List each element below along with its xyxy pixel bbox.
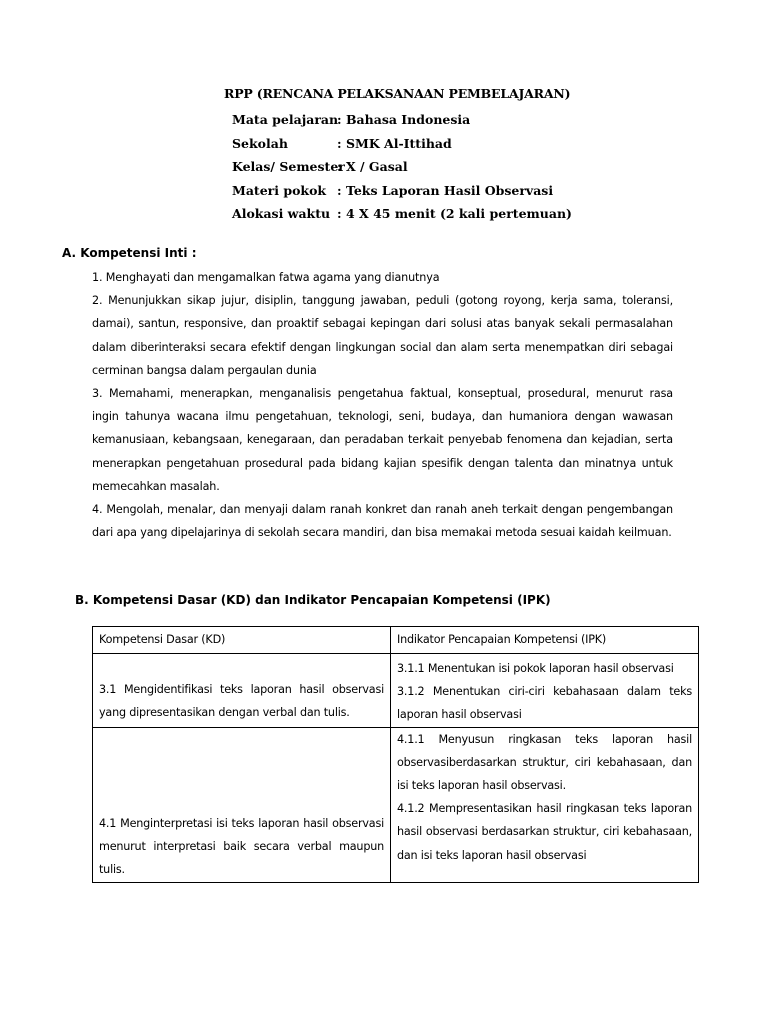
- table-row: [93, 727, 699, 882]
- meta-row-subject: [232, 108, 572, 132]
- kd-cell: [93, 654, 391, 728]
- meta-label: Materi pokok: [232, 182, 327, 198]
- kd-text: 3.1 Mengidentifikasi teks laporan hasil observasi yang dipresentasikan dengan verbal dan tulis.: [99, 683, 384, 720]
- meta-row-time: [232, 202, 572, 226]
- meta-value: : SMK Al-Ittihad: [337, 135, 452, 151]
- meta-value: : Bahasa Indonesia: [337, 112, 471, 127]
- meta-value: : X / Gasal: [337, 159, 408, 174]
- ipk-item: 4.1.1 Menyusun ringkasan teks laporan hasil observasiberdasarkan struktur, ciri kebahasaan, dan isi teks laporan hasil observasi.: [397, 732, 692, 793]
- kd-text: 4.1 Menginterpretasi isi teks laporan hasil observasi menurut interpretasi baik secara verbal maupun tulis.: [99, 817, 384, 877]
- list-item: 1. Menghayati dan mengamalkan fatwa agama yang dianutnya: [92, 271, 440, 284]
- section-a-heading: A. Kompetensi Inti :: [62, 246, 197, 260]
- table-header-ipk: Indikator Pencapaian Kompetensi (IPK): [391, 627, 699, 654]
- ipk-cell: [391, 727, 699, 882]
- table-row: [93, 654, 699, 728]
- meta-value: : 4 X 45 menit (2 kali pertemuan): [337, 206, 572, 221]
- meta-label: Kelas/ Semester: [232, 159, 345, 174]
- ipk-item: 4.1.2 Mempresentasikan hasil ringkasan teks laporan hasil observasi berdasarkan struktur, ciri kebahasaan, dan isi teks laporan hasil observasi: [397, 802, 692, 862]
- meta-row-class: [232, 155, 572, 179]
- table-header-kd: Kompetensi Dasar (KD): [93, 627, 391, 654]
- kd-cell: [93, 727, 391, 882]
- ipk-cell: [391, 654, 699, 728]
- list-item: 4. Mengolah, menalar, dan menyaji dalam ranah konkret dan ranah aneh terkait dengan pengembangan dari apa yang dipelajarinya di sekolah secara mandiri, dan bisa memakai metoda sesuai kaidah keilmuan.: [92, 503, 673, 540]
- ipk-item: 3.1.2 Menentukan ciri-ciri kebahasaan dalam teks laporan hasil observasi: [397, 685, 692, 722]
- meta-row-topic: [232, 179, 572, 203]
- section-b-heading: B. Kompetensi Dasar (KD) dan Indikator Pencapaian Kompetensi (IPK): [75, 593, 551, 607]
- document-title: RPP (RENCANA PELAKSANAAN PEMBELAJARAN): [224, 86, 571, 101]
- meta-row-school: [232, 132, 572, 156]
- meta-label: Mata pelajaran: [232, 112, 339, 127]
- list-item: 2. Menunjukkan sikap jujur, disiplin, tanggung jawaban, peduli (gotong royong, kerja sama, toleransi, damai), santun, responsive, dan proaktif sebagai kepingan dari solusi atas banyak sekali permasalahan dalam diberinteraksi secara efektif dengan lingkungan social dan alam serta menempatkan diri sebagai cerminan bangsa dalam pergaulan dunia: [92, 294, 673, 377]
- meta-block: [232, 108, 572, 226]
- ipk-item: 3.1.1 Menentukan isi pokok laporan hasil observasi: [397, 662, 674, 675]
- table-header-row: [93, 627, 699, 654]
- meta-value: : Teks Laporan Hasil Observasi: [337, 182, 554, 198]
- kd-ipk-table: [92, 626, 699, 883]
- kompetensi-inti-list: [92, 266, 673, 544]
- meta-label: Alokasi waktu: [232, 206, 331, 221]
- list-item: 3. Memahami, menerapkan, menganalisis pengetahua faktual, konseptual, prosedural, menurut rasa ingin tahunya wacana ilmu pengetahuan, teknologi, seni, budaya, dan humaniora dengan wawasan kemanusiaan, kebangsaan, kenegaraan, dan peradaban terkait penyebab fenomena dan kejadian, serta menerapkan pengetahuan prosedural pada bidang kajian spesifik dengan talenta dan minatnya untuk memecahkan masalah.: [92, 387, 673, 493]
- meta-label: Sekolah: [232, 135, 288, 151]
